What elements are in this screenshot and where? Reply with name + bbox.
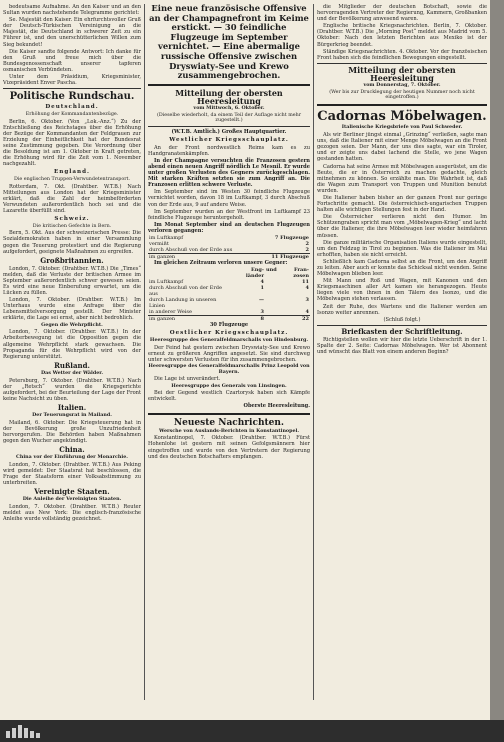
paragraph: Heeresgruppe des Generalfeldmarschalls Prinz Leopold von Bayern. [148,362,310,375]
paragraph: London, 7. Oktober. (Drahtber. W.T.B.) Die „Times“ melden, daß die Verluste der britischen Armee im September außerordentlich schwer gewesen seien. Es wird eine neue Einberufung erwartet, um die Lücken zu füllen. [3,265,141,297]
paragraph: An der Front nordwestlich Reims kam es zu Handgranatenkämpfen. [148,144,310,157]
stats-intro: Im Monat September sind an deutschen Flugzeugen verloren gegangen: [148,221,310,234]
column-left [3,4,141,704]
paragraph: die Mitglieder der deutschen Botschaft, sowie die hervorragenden Vertreter der Regierung, Kammern, Großbanken und der Bevölkerung anwesend waren. [317,4,487,23]
subheading: Das Wetter der Wälder. [40,369,104,376]
table-cell: im Luftkampf [149,235,184,242]
paragraph: bedeutsame Aufnahme. An den Kaiser und an den Sultan wurden nachstehende Telegramme gerichtet: [3,4,141,17]
paragraph: London, 7. Oktober. (Drahtber. W.T.B.) Aus Peking wird gemeldet: Der Staatsrat hat beschlossen, die Frage der Staatsform einer Volksabstimmung zu unterbreiten. [3,461,141,487]
column-rule [144,4,145,700]
bulletin-date: vom Donnerstag, 7. Oktober. [363,81,441,88]
table-cell: in anderer Weise [149,309,192,316]
bulletin-note: (Dieselbe wiederholt, da einem Teil der Auflage nicht mehr zugestellt.) [156,112,301,124]
table-header-row [148,267,310,279]
subheading: Schweiz. [54,216,90,223]
bulletin-title: Mitteilung der obersten Heeresleitung [348,64,456,83]
subheading: Westlicher Kriegsschauplatz. [169,137,289,144]
paragraph: Rotterdam, 7. Okt. (Drahtber. W.T.B.) Nach Mitteilungen aus London hat der Kriegsminister erklärt, daß die Zahl der heimbeförderten Verwundeten außerordentlich hoch sei und die Lazarette überfüllt sind. [3,183,141,214]
paragraph: Englische britische Kriegsnachrichten. Berlin, 7. Oktober. (Drahtber. W.T.B.) Die „Morning Post“ meldet aus Madrid vom 5. Oktober: Nach den letzten Berichten aus Mexiko ist der Bürgerkrieg beendet. [317,23,487,48]
table-cell: durch Abschuß von der Erde aus [149,285,222,298]
paragraph: Als wir Berliner jüngst einmal „Grinzing“ verließen, sagte man uns, daß die Italiener mit einer Menge Möbelwagen an die Front gezogen seien. Der Mann, der uns dies sagte, war ein Tiroler, und er zeigte uns dabei lachend die Stelle, wo jene Wagen gestanden hatten. [317,132,487,163]
subheading: Heeresgruppe des Generalfeldmarschalls von Hindenburg. [149,336,309,343]
table-cell: 2 [305,247,309,254]
table-header [148,267,232,279]
paragraph: In der Champagne versuchten die Franzosen gestern abend einen neuen Angriff nördlich Le Mesnil. Er wurde unter großen Verlusten des Gegners zurückgeschlagen. Mit starken Kräften setzten sie zum Angriff an. Die Franzosen erlitten schwere Verluste. [148,157,310,189]
table-cell: — [258,297,264,304]
section-heading: Italien. [57,402,87,412]
column-middle [148,4,310,704]
table-header: und [265,267,277,274]
table-cell: im Luftkampf [149,279,184,286]
paragraph: Bern, 5. Okt. Aus der schweizerischen Presse: Die Sozialdemokraten haben in einer Versammlung gegen die Teuerung protestiert und die Regierung aufgefordert, geeignete Maßnahmen zu ergreifen. [3,230,141,255]
paragraph: Petersburg, 7. Oktober. (Drahtber. W.T.B.) Nach der „Retsch“ wurden die Kriegsgerichte aufgefordert, bei der Beurteilung der Lage der Front keine Nachsicht zu üben. [3,377,141,402]
paragraph: Im September sind im Westen 30 feindliche Flugzeuge vernichtet worden, davon 18 im Luftkampf, 3 durch Abschuß von der Erde aus, 9 auf andere Weise. [148,189,310,208]
divider [317,63,487,64]
subheading: Oestlicher Kriegsschauplatz. [169,330,289,337]
main-headline: Eine neue französische Offensive an der Champagnefront im Keime erstickt. — 30 feindliche Flugzeuge im September vernichtet. — Eine abermalige russische Offensive zwischen Dryswiaty-See und Krewo zusammengebrochen. [149,4,309,81]
paragraph: Konstantinopel, 7. Oktober. (Drahtber. W.T.B.) Fürst Hohenlohe ist gestern mit seinen Gefolgsmännern hier eingetroffen und wurde von den Vertretern der Regierung und des deutschen Botschafters empfangen. [148,435,310,460]
paragraph: Heeresgruppe des Generals von Linsingen. [171,382,287,389]
paragraph: Im September wurden an der Westfront im Luftkampf 23 feindliche Flugzeuge heruntergeholt. [148,208,310,221]
table-cell: im ganzen [148,316,232,323]
section-heading: Vereinigte Staaten. [34,487,110,497]
paragraph: London, 7. Oktober. (Drahtber. W.T.B.) Reuter meldet aus New York: Die englisch-französische Anleihe wurde vollständig gezeichnet. [3,504,141,523]
enemy-losses-table [148,267,310,322]
table-row [148,285,310,297]
table-cell: durch Landung in unseren Linien [149,297,217,310]
table-cell: 2 [305,241,309,248]
subheading: Die Anleihe der Vereinigten Staaten. [22,496,122,503]
subheading: Wersche von Auslands-Berichten in Konstantinopel. [158,427,300,434]
paragraph: Die Lage ist unverändert. [154,376,221,383]
subheading: England. [54,169,90,176]
paragraph: Die ganze militärische Organisation Italiens wurde eingestellt, um den Feldzug in Tirol zu beginnen. Was die Italiener im Mai erhofften, haben sie nicht erreicht. [317,239,487,258]
bulletin-date: vom Mittwoch, 6. Oktober. [193,104,265,111]
archive-footer [0,720,504,742]
stats-total: 30 Flugzeuge [209,322,249,329]
paragraph: Die Kaiser sandte folgende Antwort: Ich danke für den Gruß und freue mich über die Bundesgenossenschaft unserer tapferen osmanischen Verbündeten. [3,48,141,73]
paragraph: Cadorna hat seine Armee mit Möbelwagen ausgerüstet, um die Beute, die er in Österreich zu machen gedachte, gleich mitnehmen zu können. So erzählte man. Die Wahrheit ist, daß die Wagen zum Transport von Truppen und Munition benutzt wurden. [317,163,487,194]
page-edge [490,0,504,720]
table-cell: 4 [305,285,309,292]
subheading: Die englischen Truppen-Verwundetentransport. [14,176,130,182]
table-cell: durch Abschuß von der Erde aus [149,247,233,254]
table-cell: 22 [278,316,310,323]
table-cell: 7 Flugzeuge [274,235,309,242]
paragraph: Zeit der Ruhe, des Wartens und die Italiener werden am Isonzo weiter anrennen. [317,303,487,316]
bulletin-title: Mitteilung der obersten Heeresleitung [175,87,283,106]
table-cell: 1 [260,285,264,292]
paragraph: Richtigstellen wollen wir hier die letzte Ueberschrift in der 1. Spalte der 2. Seite: Cadornas Möbelwagen. Wer ist Abonnent und wünscht das Blatt von einem anderen Beginn? [317,336,487,356]
section-heading: Rußland. [54,360,90,370]
feature-title: Cadornas Möbelwagen. [317,109,487,125]
table-header: Fran-zosen [293,267,309,280]
table-cell: 11 Flugzeuge [259,254,310,261]
section-heading: Großbritannien. [40,255,104,265]
paragraph: Se. Majestät den Kaiser. Ein ehrfurchtsvoller Gruß der Deutsch-Türkischen Vereinigung an die Majestät, die Deutschland in schwerer Zeit zu ein Führer ist, und den unerschütterlichen Willen zum Sieg bekundet! [3,17,141,48]
subheading: Der Teuerungsrat in Mailand. [32,411,112,418]
subheading: Die kritischen Gefechte in Bern. [32,223,112,229]
table-cell: 4 [260,279,264,286]
section-heading: Briefkasten der Schriftleitung. [341,326,463,336]
table-cell: 11 [302,279,309,286]
divider [317,325,487,326]
paragraph: Berlin, 6. Oktober. (Von „Lok.-Anz.“) Zu der Entschließung des Reichstages über die Erhöhung der Bezüge der Kommandanten der Feldgrauen zur Erzielung der Einheitlichkeit hat der Bundesrat seine Zustimmung gegeben. Die Verordnung über die Besoldung ist am 1. Oktober in Kraft getreten, die Erhöhung wird für die Zeit vom 1. November nachgezahlt. [3,118,141,168]
subheading: Deutschland. [45,104,99,111]
bulletin-note: (Wer bis zur Drucklegung der heutigen Nummer noch nicht eingetroffen.) [329,89,475,101]
table-cell: 4 [305,309,309,316]
column-right [317,4,487,716]
subheading: Erhöhung der Kommandantenbezüge. [25,111,119,117]
paragraph: Die Österreicher verlieren nicht den Humor. Im Schützengraben spricht man vom „Möbelwagen-Krieg“ und lacht über die Italiener, die ihre Möbelwagen leer wieder heimfahren müssen. [317,214,487,239]
feature-subtitle: Italienische Kriegsbriefe von Paul Schweder. [341,124,463,131]
table-cell: 3 [305,297,309,304]
divider [148,126,310,127]
table-row [148,297,310,309]
signature: Oberste Heeresleitung. [243,403,310,410]
divider [317,104,487,106]
paragraph: Unter dem Präsidium, Kriegsminister, Vizepräsident Enver Pascha. [3,74,141,87]
paragraph: London, 7. Oktober. (Drahtber. W.T.B.) In der Arbeiterbewegung ist die Opposition gegen die allgemeine Wehrpflicht stark gewachsen. Die Propaganda für die Wehrpflicht wird von der Regierung unterstützt. [3,329,141,360]
table-cell: im ganzen [148,254,259,261]
divider [3,88,141,89]
subheading: Gegen die Wehrpflicht. [41,321,103,328]
continued-note: (Schluß folgt.) [383,316,421,323]
column-rule [313,4,314,700]
paragraph: Die Italiener haben bisher an der ganzen Front nur geringe Fortschritte gemacht. Die österreichisch-ungarischen Truppen halten alle wichtigen Stellungen fest in der Hand. [317,194,487,214]
section-heading: Politische Rundschau. [9,91,135,103]
paragraph: Schließlich kam Cadorna selbst an die Front, um den Angriff zu leiten. Aber auch er konnte das Schicksal nicht wenden. Seine Möbelwagen blieben leer. [317,258,487,278]
paragraph: Ständige Kriegsnachrichten. 4. Oktober. Vor der französischen Front haben sich die feindlichen Bewegungen eingestellt. [317,48,487,61]
table-header: Eng-länder [245,267,264,280]
losses-table [148,235,310,260]
stats-intro: Im gleichen Zeitraum verloren unsere Gegner: [154,260,288,267]
table-cell: 8 [232,316,265,323]
divider [148,413,310,415]
table-cell: 3 [260,309,264,316]
paragraph: Bei der Gegend westlich Czartorysk haben sich Kämpfe entwickelt. [148,390,310,403]
section-heading: China. [59,445,85,455]
paragraph: London, 7. Oktober. (Drahtber. W.T.B.) Im Unterhaus wurde eine Anfrage über die Lebensmittelversorgung gestellt. Der Minister erklärte, die Lage sei ernst, aber nicht bedrohlich. [3,297,141,322]
paragraph: Mit Mann und Roß und Wagen, mit Kanonen und den Kriegsmaschinen aller Art kamen sie herangezogen. Heute liegen viele von ihnen in den Tälern des Isonzo, und die Möbelwagen stehen verlassen. [317,278,487,303]
wtb-line: (W.T.B. Amtlich.) Großes Hauptquartier. [171,129,287,136]
subheading: China vor der Einführung der Monarchie. [16,454,128,461]
section-heading: Neueste Nachrichten. [173,417,285,428]
paragraph: Der Feind hat gestern zwischen Dryswiaty-See und Krewo erneut zu größeren Angriffen angesetzt. Sie sind durchweg unter schwersten Verlusten für ihn zusammengebrochen. [148,344,310,363]
archive-logo-icon [4,722,44,740]
paragraph: Mailand, 6. Oktober. Die Kriegsteuerung hat in der Bevölkerung große Unzufriedenheit hervorgerufen. Die Behörden haben Maßnahmen gegen den Wucher angekündigt. [3,419,141,445]
divider [148,84,310,86]
table-cell: vermißt [149,241,169,248]
